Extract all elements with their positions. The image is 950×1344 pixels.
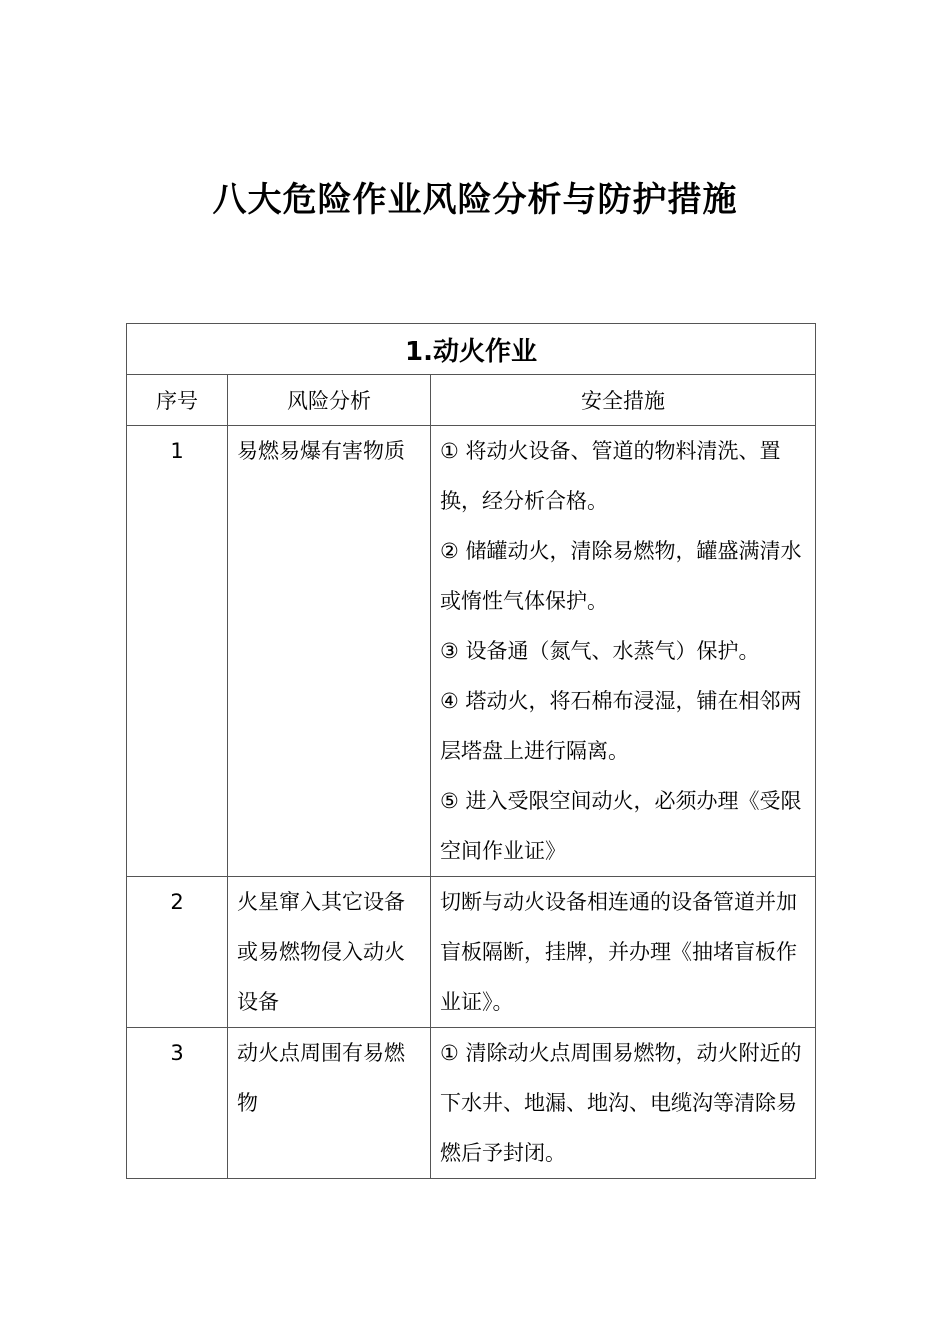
measure-item: ② 储罐动火，清除易燃物，罐盛满清水或惰性气体保护。 — [440, 539, 802, 613]
risk-cell: 火星窜入其它设备或易燃物侵入动火设备 — [228, 877, 431, 1028]
measure-item: ① 清除动火点周围易燃物，动火附近的下水井、地漏、地沟、电缆沟等清除易燃后予封闭。 — [440, 1041, 802, 1165]
table-row — [127, 1028, 816, 1179]
document-title: 八大危险作业风险分析与防护措施 — [212, 180, 738, 220]
measure-item: ④ 塔动火，将石棉布浸湿，铺在相邻两层塔盘上进行隔离。 — [440, 689, 802, 763]
measures-cell — [431, 877, 816, 1028]
risk-cell: 易燃易爆有害物质 — [228, 426, 431, 877]
table-row — [127, 877, 816, 1028]
measure-item: ⑤ 进入受限空间动火，必须办理《受限空间作业证》 — [440, 789, 802, 863]
section-heading-row — [127, 324, 816, 375]
column-header-measures: 安全措施 — [431, 375, 816, 426]
row-number: 2 — [127, 877, 228, 1028]
row-number: 3 — [127, 1028, 228, 1179]
column-header-risk: 风险分析 — [228, 375, 431, 426]
measure-item: ③ 设备通（氮气、水蒸气）保护。 — [440, 639, 760, 663]
risk-cell: 动火点周围有易燃物 — [228, 1028, 431, 1179]
section-heading: 1.动火作业 — [127, 324, 816, 375]
column-header-row — [127, 375, 816, 426]
risk-table — [126, 323, 816, 1179]
measures-cell — [431, 426, 816, 877]
measures-cell — [431, 1028, 816, 1179]
measure-item: ① 将动火设备、管道的物料清洗、置换，经分析合格。 — [440, 439, 781, 513]
measure-item: 切断与动火设备相连通的设备管道并加盲板隔断，挂牌，并办理《抽堵盲板作业证》。 — [440, 890, 797, 1014]
table-row — [127, 426, 816, 877]
row-number: 1 — [127, 426, 228, 877]
column-header-no: 序号 — [127, 375, 228, 426]
